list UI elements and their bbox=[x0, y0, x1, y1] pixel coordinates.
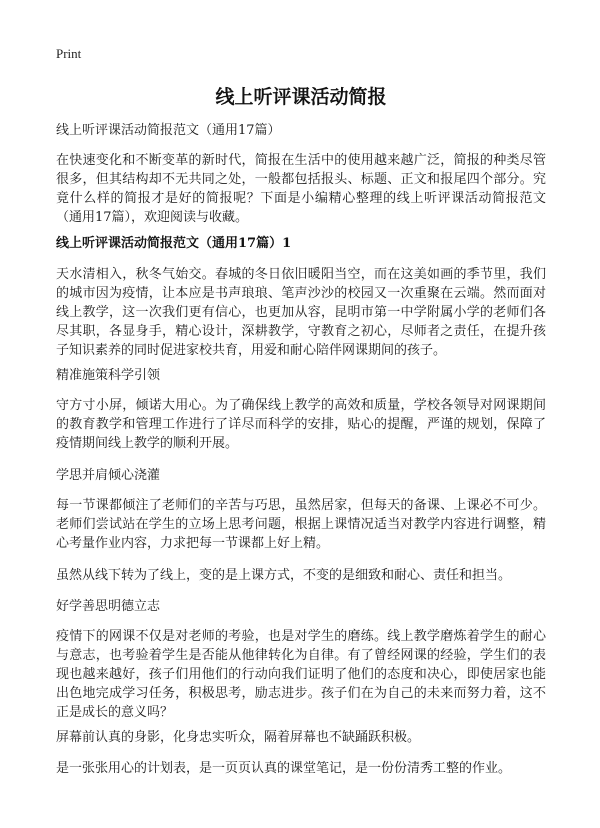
paragraph-1: 天水清相入，秋冬气始交。春城的冬日依旧暖阳当空，而在这美如画的季节里，我们的城市因为疫情，让本应是书声琅琅、笔声沙沙的校园又一次重聚在云端。然而面对线上教学，这一次我们更有信心，也更加从容，昆明市第一中学附属小学的老师们各尽其职，各显身手，精心设计，深耕教学，守教育之初心，尽师者之责任，在提升孩子知识素养的同时促进家校共育，用爱和耐心陪伴网课期间的孩子。 bbox=[56, 267, 546, 358]
paragraph-6: 屏幕前认真的身影，化身忠实听众，隔着屏幕也不缺踊跃积极。 bbox=[56, 730, 421, 745]
paragraph-7: 是一张张用心的计划表，是一页页认真的课堂笔记，是一份份清秀工整的作业。 bbox=[56, 761, 512, 776]
subtitle: 线上听评课活动简报范文（通用17篇） bbox=[56, 123, 281, 138]
page-title: 线上听评课活动简报 bbox=[215, 86, 387, 108]
heading-3: 学思并肩倾心浇灌 bbox=[56, 468, 161, 483]
section-heading: 线上听评课活动简报范文（通用17篇）1 bbox=[56, 236, 292, 251]
intro-paragraph: 在快速变化和不断变革的新时代，简报在生活中的使用越来越广泛，简报的种类尽管很多，但其结构却不无共同之处，一般都包括报头、标题、正文和报尾四个部分。究竟什么样的简报才是好的简报呢？下面是小编精心整理的线上听评课活动简报范文（通用17篇），欢迎阅读与收藏。 bbox=[56, 153, 546, 225]
heading-2: 精准施策科学引领 bbox=[56, 368, 161, 383]
paragraph-5: 疫情下的网课不仅是对老师的考验，也是对学生的磨练。线上教学磨炼着学生的耐心与意志，也考验着学生是否能从他律转化为自律。有了曾经网课的经验，学生们的表现也越来越好，孩子们用他们的行动向我们证明了他们的态度和决心，即使居家也能出色地完成学习任务，积极思考，励志进步。孩子们在为自己的未来而努力着，这不正是成长的意义吗？ bbox=[56, 629, 546, 720]
paragraph-4: 虽然从线下转为了线上，变的是上课方式，不变的是细致和耐心、责任和担当。 bbox=[56, 568, 512, 583]
heading-4: 好学善思明德立志 bbox=[56, 599, 161, 614]
paragraph-2: 守方寸小屏，倾诺大用心。为了确保线上教学的高效和质量，学校各领导对网课期间的教育教学和管理工作进行了详尽而科学的安排，贴心的提醒，严谨的规划，保障了疫情期间线上教学的顺利开展。 bbox=[56, 398, 546, 451]
print-label: Print bbox=[56, 46, 82, 61]
paragraph-3: 每一节课都倾注了老师们的辛苦与巧思，虽然居家，但每天的备课、上课必不可少。老师们尝试站在学生的立场上思考问题，根据上课情况适当对教学内容进行调整，精心考量作业内容，力求把每一节课都上好上精。 bbox=[56, 498, 546, 551]
